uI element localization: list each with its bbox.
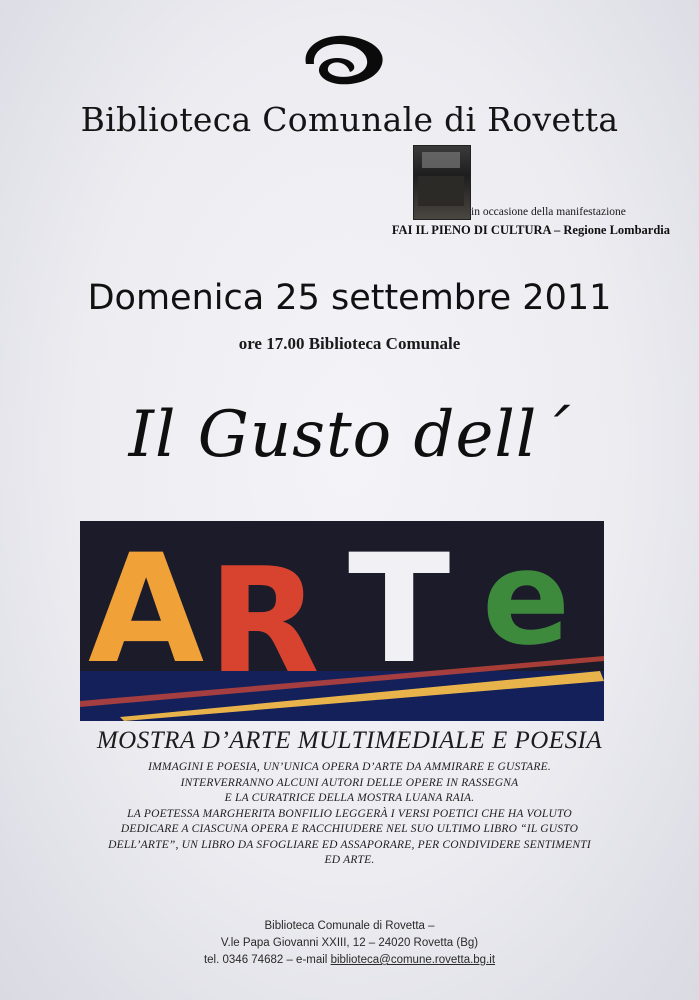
footer-phone: tel. 0346 74682 – e-mail [203, 954, 331, 966]
swirl-logo-icon [298, 30, 390, 90]
description-line: E LA CURATRICE DELLA MOSTRA LUANA RAIA. [224, 792, 475, 804]
description-line: IMMAGINI E POESIA, UN’UNICA OPERA D’ARTE DA AMMIRARE E GUSTARE. [148, 761, 551, 773]
occasion-text: in occasione della manifestazione [471, 206, 626, 218]
event-poster-thumbnail [413, 145, 471, 220]
footer-contact [0, 918, 699, 969]
banner-letter-a: A [88, 523, 205, 697]
event-time-place: ore 17.00 Biblioteca Comunale [238, 334, 461, 353]
footer-contact-line [0, 952, 699, 969]
banner-letter-e: e [482, 522, 571, 674]
description-line: DELL’ARTE”, UN LIBRO DA SFOGLIARE ED ASSAPORARE, PER CONDIVIDERE SENTIMENTI [108, 838, 591, 851]
description-line: INTERVERRANNO ALCUNI AUTORI DELLE OPERE IN RASSEGNA [180, 776, 519, 789]
library-title: Biblioteca Comunale di Rovetta [80, 100, 619, 139]
event-date: Domenica 25 settembre 2011 [87, 278, 612, 318]
banner-letter-t: T [348, 523, 451, 697]
arte-banner [80, 521, 604, 721]
email-link[interactable]: biblioteca@comune.rovetta.bg.it [330, 954, 496, 966]
arte-banner-graphic [80, 521, 604, 721]
footer-address: V.le Papa Giovanni XXIII, 12 – 24020 Rovetta (Bg) [220, 937, 479, 949]
description-line: ED ARTE. [324, 854, 375, 866]
script-title: Il Gusto dell´ [128, 398, 571, 472]
footer-library: Biblioteca Comunale di Rovetta – [264, 920, 435, 932]
description-line: DEDICARE A CIASCUNA OPERA E RACCHIUDERE NEL SUO ULTIMO LIBRO “IL GUSTO [120, 823, 579, 835]
description-line: LA POETESSA MARGHERITA BONFILIO LEGGERÀ I VERSI POETICI CHE HA VOLUTO [127, 807, 572, 820]
event-series-text: FAI IL PIENO DI CULTURA – Regione Lombardia [391, 223, 670, 237]
banner-letter-r: R [208, 537, 320, 706]
description-block [20, 760, 679, 869]
exhibition-title: MOSTRA D’ARTE MULTIMEDIALE E POESIA [96, 727, 603, 754]
